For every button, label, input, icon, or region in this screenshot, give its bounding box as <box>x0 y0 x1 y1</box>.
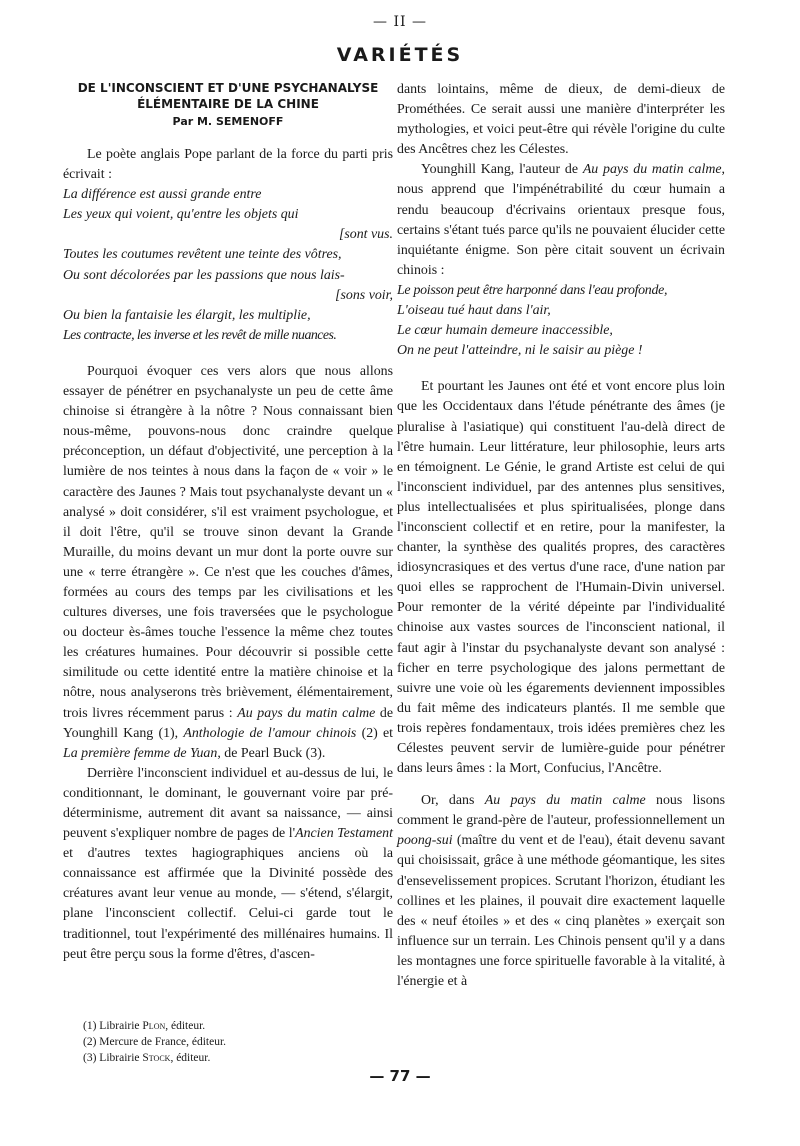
book-title: Au pays du matin calme <box>484 793 646 809</box>
footnote-text: , éditeur. <box>165 1020 206 1032</box>
poem-line: On ne peut l'atteindre, ni le saisir au piège ! <box>397 343 643 359</box>
paragraph-text: , de Pearl Buck (3). <box>217 745 326 761</box>
article-title <box>63 80 393 112</box>
publisher-name: Stock <box>142 1052 171 1064</box>
paragraph-text: Or, dans <box>421 793 485 809</box>
poem-line: Ou bien la fantaisie les élargit, les multiplie, <box>63 307 311 323</box>
article-title-line1: DE L'INCONSCIENT ET D'UNE PSYCHANALYSE <box>77 81 379 95</box>
footnote-text: Librairie <box>99 1020 143 1032</box>
footnote <box>83 1034 383 1050</box>
paragraph-text: Younghill Kang, l'auteur de <box>421 162 583 178</box>
left-column <box>63 80 393 965</box>
paragraph-text: nous lisons comment le grand-père de l'auteur, professionnellement un <box>397 793 726 829</box>
body-paragraph <box>397 160 725 281</box>
body-paragraph <box>63 764 393 965</box>
chinese-poem <box>397 281 725 361</box>
right-column <box>397 80 725 992</box>
intro-paragraph: Le poète anglais Pope parlant de la force du parti pris écrivait : <box>63 147 393 183</box>
paragraph-text: , nous apprend que l'impénétrabilité du cœur humain a rendu beaucoup d'écrivains orientaux presque fous, certains s'étant tués parce qu'ils ne pouvaient élucider cette inquiétante énigme. Son père citait souvent un écrivain chinois : <box>397 162 726 278</box>
body-paragraph <box>63 362 393 764</box>
poem-line: [sons voir, <box>335 287 393 303</box>
poem-line: Les yeux qui voient, qu'entre les objets qui <box>63 207 299 223</box>
paragraph-text: Pourquoi évoquer ces vers alors que nous allons essayer de pénétrer en psychanalyste un peu de cette âme chinoise si étrangère à la nôtre ? Nous connaissant bien nous-même, pouvons-nous donc craindre quelque préconception, un défaut d'objectivité, une perception à la lumière de nos teintes à nous dans la façon de « voir » le caractère des Jaunes ? Mais tout psychanalyste devant un « analysé » doit considérer, s'il est vraiment psychologue, et il doit l'être, qu'il se trouve sinon devant la Grande Muraille, du moins devant un mur dont la porte ouvre sur une « terre étrangère ». Ce n'est que les couches d'âmes, formées au cours des temps par les civilisations et les cultures diverses, une fois traversées que le psychologue ou docteur ès-âmes touche l'essence la même chez toutes les créatures humaines. Pour découvrir si possible cette similitude ou cette identité entre la matière chinoise et la nôtre, nous analyserons très brièvement, élémentairement, trois livres récemment parus : <box>63 363 393 721</box>
footnote-number: (3) <box>83 1052 97 1064</box>
book-title: Ancien Testament <box>295 826 393 842</box>
running-page-number: — II — <box>373 14 427 30</box>
footnotes <box>83 1018 383 1066</box>
book-title: Au pays du matin calme <box>237 705 376 721</box>
body-paragraph: dants lointains, même de dieux, de demi-dieux de Prométhées. Ce serait aussi une manière d'interpréter les mythologies, et voici peut-être qui révèle l'origine du culte des Ancêtres chez les Célestes. <box>397 82 725 158</box>
article-title-line2: ÉLÉMENTAIRE DE LA CHINE <box>137 97 319 111</box>
paragraph-text: de Younghill Kang (1), <box>63 705 393 741</box>
footnote-number: (2) <box>83 1036 97 1048</box>
term: poong-sui <box>397 833 453 849</box>
poem-line: Ou sont décolorées par les passions que nous lais- <box>63 267 345 283</box>
poem-line: Toutes les coutumes revêtent une teinte des vôtres, <box>63 247 342 263</box>
pope-poem <box>63 185 393 346</box>
poem-line: Le cœur humain demeure inaccessible, <box>397 323 613 339</box>
footnote-number: (1) <box>83 1020 97 1032</box>
poem-line: Les contracte, les inverse et les revêt de mille nuances. <box>63 327 337 343</box>
paragraph-text: Derrière l'inconscient individuel et au-dessus de lui, le conditionnant, le dominant, le gouvernant voire par pré-déterminisme, autrement dit avant sa naissance, — ainsi peuvent s'expliquer nombre de pages de l' <box>63 765 393 842</box>
body-paragraph <box>397 791 725 992</box>
footnote-text: Librairie <box>99 1052 143 1064</box>
poem-line: [sont vus. <box>338 227 393 243</box>
article-byline: Par M. SEMENOFF <box>172 115 284 128</box>
paragraph-text: et d'autres textes hagiographiques anciens où la connaissance est affirmée que la Divinité possède des créatures avant leur venue au monde, — s'étend, s'élargit, plane l'inconscient collectif. Celui-ci garde tout le traditionnel, tout l'expérimenté des millénaires humains. Il peut être perçu sous la forme d'êtres, d'ascen- <box>63 846 393 962</box>
paragraph-text: (2) et <box>356 725 394 741</box>
poem-line: Le poisson peut être harponné dans l'eau profonde, <box>397 282 668 298</box>
book-title: Anthologie de l'amour chinois <box>183 725 357 741</box>
page-number: — 77 — <box>369 1067 431 1085</box>
footnote <box>83 1018 383 1034</box>
footnote <box>83 1050 383 1066</box>
publisher-name: Plon <box>142 1020 166 1032</box>
body-paragraph: Et pourtant les Jaunes ont été et vont encore plus loin que les Occidentaux dans l'étude pénétrante des âmes (je pluralise à l'asiatique) qui constituent l'au-delà direct de l'être humain. Leur littérature, leur philosophie, leurs arts en témoignent. Le Génie, le grand Artiste est celui de qui l'inconscient individuel, par des antennes plus sensitives, plus intellectualisées et plus spiritualisées, plonge dans l'inconscient collectif et en retire, pour la manifester, la chanter, la synthèse des qualités propres, des caractères idiosyncrasiques et des vertus d'une race, d'une nation par quoi elles se rapprochent de l'Humain-Divin universel. Pour remonter de la vérité dépeinte par l'individualité chinoise aux vastes sources de l'inconscient national, il faut agir à l'instar du psychanalyste devant son analysé : ficher en terre psychologique des jalons permettant de suivre une voie où les égarements deviennent impossibles du fait même des indicateurs plantés. Il me semble que trois repères fondamentaux, trois idées premières chez les Célestes peuvent servir de lumière-guide pour pénétrer dans leurs âmes : la Mort, Confucius, l'Ancêtre. <box>397 379 725 777</box>
paragraph-text: (maître du vent et de l'eau), était devenu savant qui choisissait, grâce à une méthode géomantique, les sites d'ensevelissement propices. Scrutant l'horizon, étudiant les collines et les plaines, il pouvait dire exactement laquelle des « neuf étoiles » et des « cinq planètes » exerçait son influence sur un terrain. Les Chinois pensent qu'il y a dans les montagnes une force spirituelle favorable à la vitalité, à l'énergie et à <box>397 833 725 990</box>
footnote-text: , éditeur. <box>170 1052 211 1064</box>
footnote-text: Mercure de France, éditeur. <box>99 1036 227 1048</box>
section-title: VARIÉTÉS <box>336 44 464 66</box>
poem-line: L'oiseau tué haut dans l'air, <box>397 303 551 319</box>
poem-line: La différence est aussi grande entre <box>63 187 262 203</box>
book-title: La première femme de Yuan <box>63 745 218 761</box>
book-title: Au pays du matin calme <box>582 162 722 178</box>
